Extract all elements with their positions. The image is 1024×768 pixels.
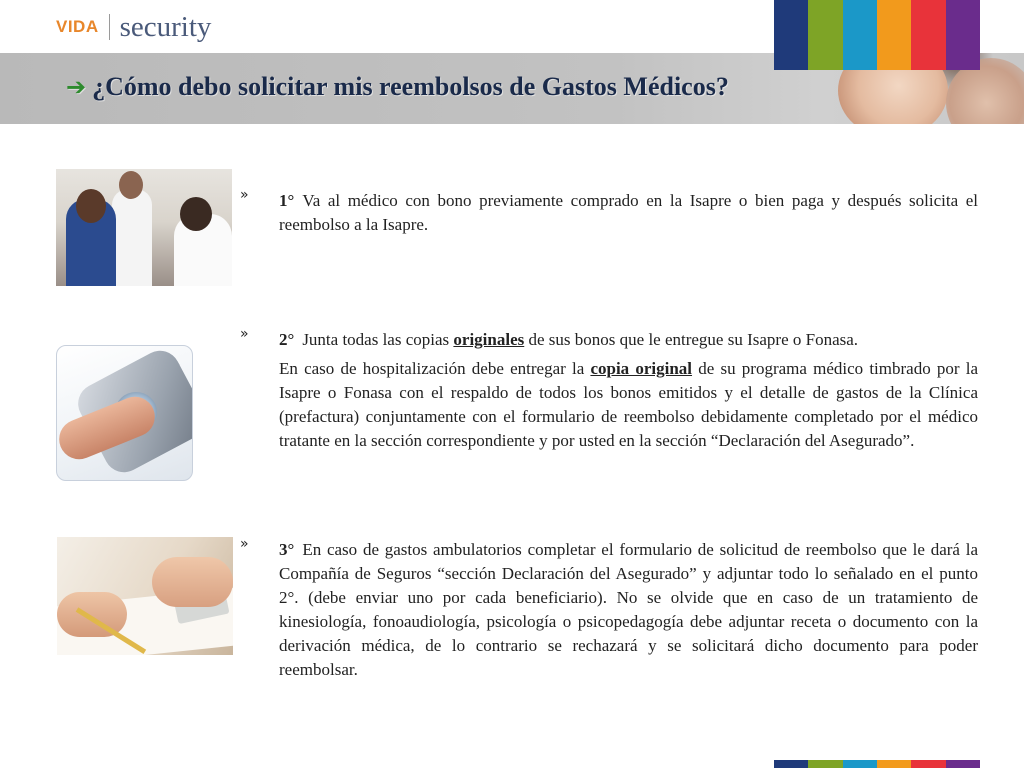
fingerprint-reader-photo — [56, 345, 193, 481]
stripe-2 — [808, 0, 842, 70]
form-filling-photo — [57, 537, 233, 655]
step-number: 3° — [279, 540, 295, 559]
stripe-6 — [946, 0, 980, 70]
step-2-hospitalization-text: En caso de hospitalización debe entregar la copia original de su programa médico timbrado por la Isapre o Fonasa con el respaldo de todos los bonos emitidos y el detalle de gastos de la Clínica (prefactura) conjuntamente con el formulario de reembolso debidamente completado por el médico tratante en la sección correspondiente y por usted en la sección “Declaración del Asegurado”. — [279, 359, 979, 450]
stripe-5 — [911, 760, 945, 768]
logo-separator — [109, 14, 110, 40]
logo-security-text: security — [119, 10, 212, 43]
step-3-text: 3° En caso de gastos ambulatorios completar el formulario de solicitud de reembolso que le dará la Compañía de Seguros “sección Declaración del Asegurado” y adjuntar todo lo señalado en el punto 2°. (debe enviar uno por cada beneficiario). No se olvide que en caso de un tratamiento de kinesiología, fonoaudiología, psicología o psicopedagogía debe adjuntar receta o documento con la derivación médica, de lo contrario se rechazará y se solicitará dicho documento para poder reembolsar. — [279, 540, 978, 679]
step-1 — [240, 189, 978, 237]
bullet-icon: » — [240, 326, 249, 342]
underlined-originales: originales — [453, 330, 525, 349]
step-number: 1° — [279, 191, 295, 210]
stripe-5 — [911, 0, 945, 70]
doctor-visit-photo — [56, 169, 232, 286]
brand-color-stripes-top — [774, 0, 980, 70]
vida-security-logo — [56, 10, 211, 44]
logo-vida-text: VIDA — [56, 17, 99, 36]
arrow-right-icon: ➔ — [66, 73, 87, 101]
stripe-3 — [843, 0, 877, 70]
stripe-1 — [774, 760, 808, 768]
step-3 — [240, 538, 978, 682]
stripe-4 — [877, 0, 911, 70]
step-2 — [240, 328, 978, 453]
step-1-text: 1° Va al médico con bono previamente comprado en la Isapre o bien paga y después solicita el reembolso a la Isapre. — [279, 191, 978, 234]
brand-color-stripes-bottom — [774, 760, 980, 768]
page-title — [66, 72, 729, 102]
bullet-icon: » — [240, 187, 249, 203]
bullet-icon: » — [240, 536, 249, 552]
stripe-6 — [946, 760, 980, 768]
underlined-copia-original: copia original — [590, 359, 693, 378]
step-number: 2° — [279, 330, 295, 349]
page-title-text: ¿Cómo debo solicitar mis reembolsos de Gastos Médicos? — [92, 72, 729, 101]
stripe-2 — [808, 760, 842, 768]
stripe-1 — [774, 0, 808, 70]
stripe-3 — [843, 760, 877, 768]
step-2-text: 2° Junta todas las copias originales de sus bonos que le entregue su Isapre o Fonasa. — [279, 330, 859, 349]
stripe-4 — [877, 760, 911, 768]
